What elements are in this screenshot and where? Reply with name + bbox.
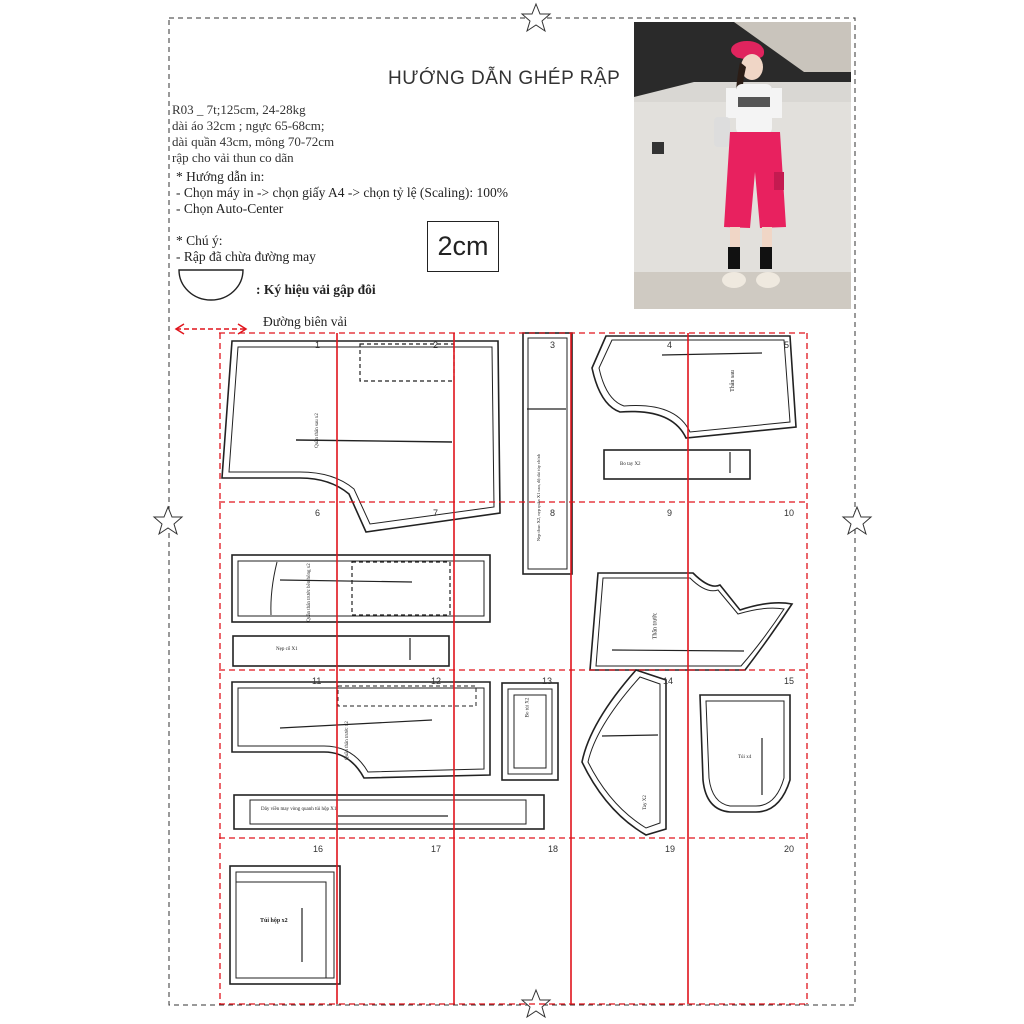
- piece-front-pants: [232, 682, 490, 778]
- tile-number: 17: [431, 844, 442, 854]
- note-heading: * Chú ý:: [176, 233, 223, 248]
- fold-legend-label: : Ký hiệu vải gập đôi: [256, 282, 376, 297]
- tile-number: 14: [663, 676, 674, 686]
- piece-label: Quần thân trước x2: [344, 721, 350, 760]
- page-title: HƯỚNG DẪN GHÉP RẬP: [388, 68, 621, 89]
- piece-label: Quần thân sau x2: [314, 413, 320, 448]
- spec-line: R03 _ 7t;125cm, 24-28kg: [172, 102, 306, 117]
- piece-label: Túi hộp x2: [260, 918, 288, 924]
- tile-number: 1: [315, 340, 321, 350]
- piece-box-pocket: [230, 866, 340, 984]
- tile-number: 4: [667, 340, 673, 350]
- piece-label: Nẹp thun X2, nẹp quần X1 cao, độ dài tùy chỉnh: [536, 453, 542, 542]
- piece-label: Thân trước: [652, 612, 659, 640]
- piece-label: Túi x4: [738, 755, 752, 760]
- tile-number: 19: [665, 844, 676, 854]
- tile-number: 15: [784, 676, 795, 686]
- piece-label: Nẹp cổ X1: [276, 647, 298, 652]
- tile-number: 16: [313, 844, 324, 854]
- tile-number: 5: [784, 340, 790, 350]
- tile-number: 12: [431, 676, 442, 686]
- piece-label: Quần thân trước bên hông x2: [306, 563, 312, 622]
- scale-check-box: 2cm: [427, 221, 499, 272]
- piece-front-bodice: [590, 573, 792, 670]
- piece-sleeve: [582, 670, 666, 835]
- piece-label: Dây viền may vòng quanh túi hộp X1: [261, 807, 337, 812]
- selvage-arrow-icon: [176, 324, 246, 334]
- tile-number: 20: [784, 844, 795, 854]
- piece-label: Tay X2: [642, 795, 648, 810]
- tile-number: 11: [312, 676, 322, 686]
- tile-number: 3: [550, 340, 556, 350]
- tile-number: 18: [548, 844, 559, 854]
- piece-label: Thân sau: [729, 370, 736, 392]
- piece-back-bodice: [592, 336, 796, 438]
- piece-elastic-band: [523, 333, 572, 574]
- spec-line: rập cho vải thun co dãn: [172, 150, 294, 165]
- tile-number: 2: [433, 340, 439, 350]
- tile-number: 8: [550, 508, 556, 518]
- piece-neck-band: [233, 636, 449, 666]
- note-line: - Rập đã chừa đường may: [176, 249, 316, 264]
- tile-number: 9: [667, 508, 673, 518]
- print-step: - Chọn Auto-Center: [176, 201, 284, 216]
- tile-number: 13: [542, 676, 553, 686]
- tile-number: 6: [315, 508, 321, 518]
- spec-line: dài quần 43cm, mông 70-72cm: [172, 134, 335, 149]
- piece-label: Bo tay X2: [620, 462, 641, 467]
- piece-label: Bo túi X2: [525, 697, 531, 718]
- tile-number: 7: [433, 508, 439, 518]
- tile-number: 10: [784, 508, 795, 518]
- print-heading: * Hướng dẫn in:: [176, 169, 265, 184]
- selvage-label: Đường biên vải: [263, 314, 348, 329]
- spec-line: dài áo 32cm ; ngực 65-68cm;: [172, 118, 325, 133]
- print-step: - Chọn máy in -> chọn giấy A4 -> chọn tỷ lệ (Scaling): 100%: [176, 185, 509, 200]
